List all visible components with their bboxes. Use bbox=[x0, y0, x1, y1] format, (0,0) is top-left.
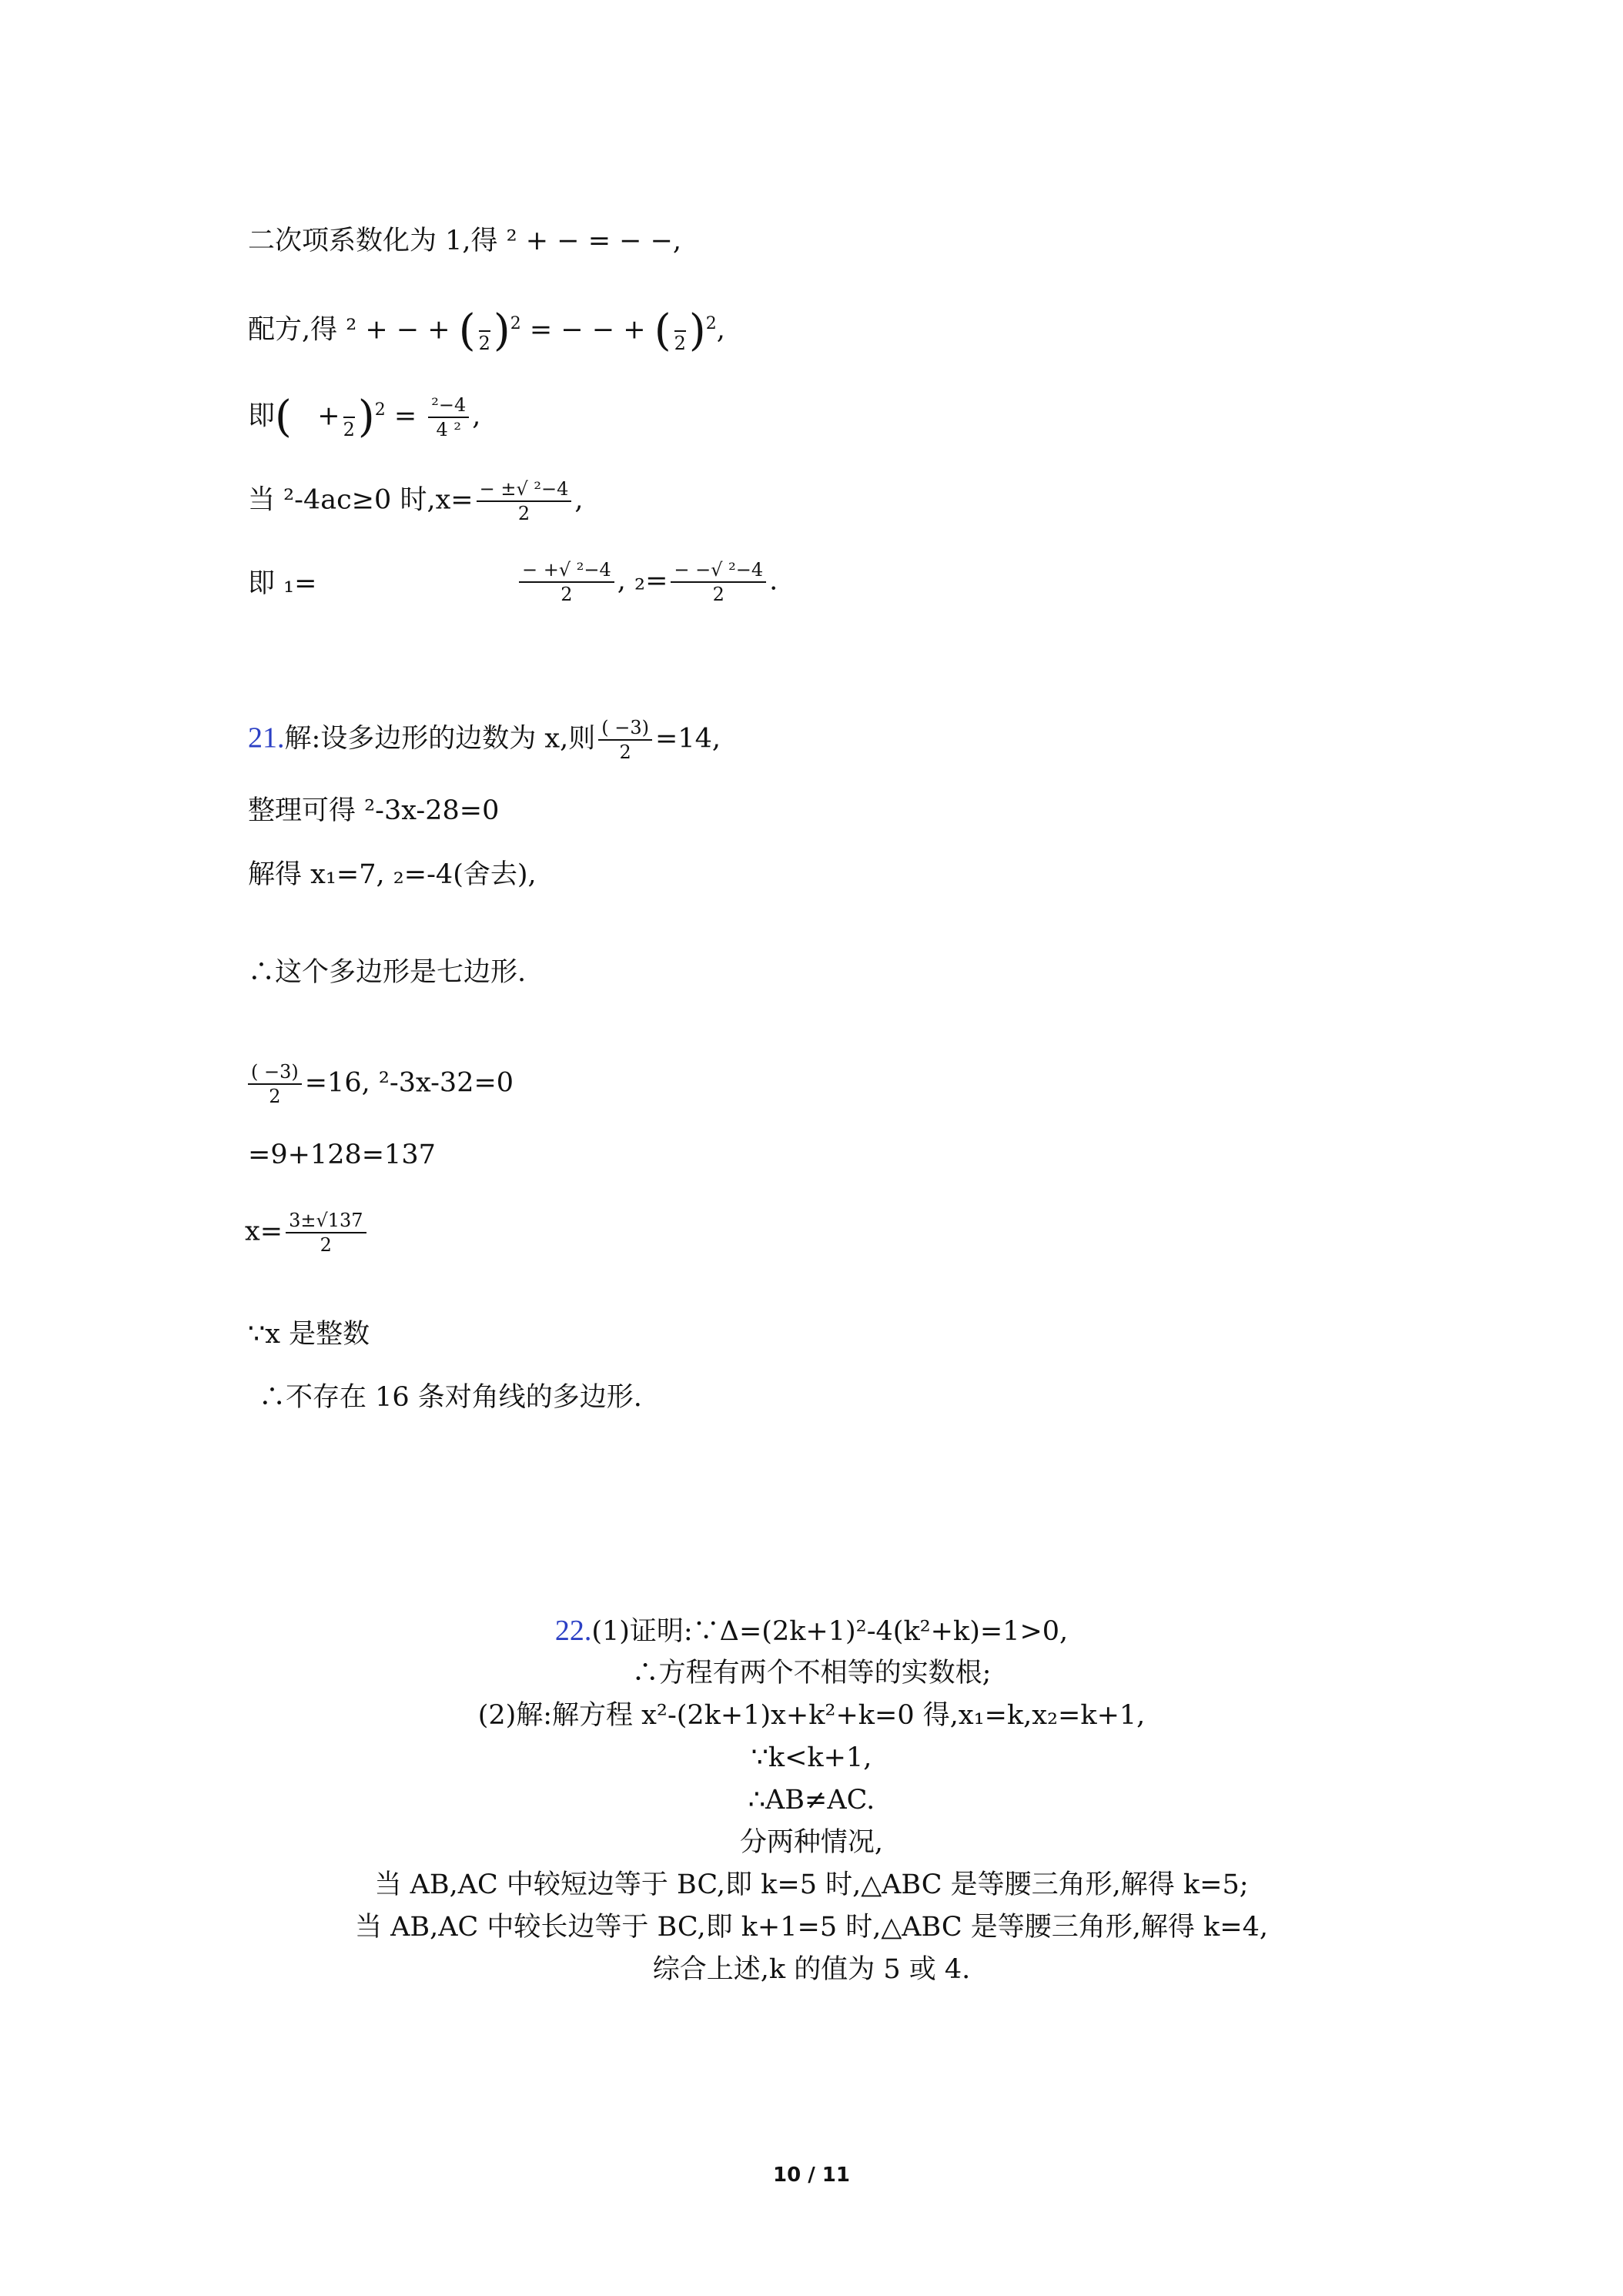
fraction: $\frac{( -3)}{2}$ bbox=[598, 716, 652, 764]
paren-open: ( bbox=[275, 392, 292, 443]
line3-eq: = bbox=[385, 400, 426, 432]
q21-line5-end: =16, ²-3x-32=0 bbox=[304, 1067, 514, 1099]
question-number: 21. bbox=[248, 721, 285, 755]
fraction: 2 bbox=[343, 393, 355, 441]
paren-close: ) bbox=[688, 306, 706, 356]
q22-line-9: 综合上述,k 的值为 5 或 4. bbox=[652, 1954, 971, 1985]
fraction: $\frac{\text{− ±√ ²−4}}{2}$ bbox=[477, 477, 572, 525]
derivation-line-5 bbox=[516, 558, 778, 606]
q21-line-1 bbox=[248, 716, 721, 764]
q22-line-5: ∴AB≠AC. bbox=[748, 1785, 875, 1816]
q22-line1-text: (1)证明:∵Δ=(2k+1)²-4(k²+k)=1>0, bbox=[591, 1616, 1069, 1647]
q22-line-8: 当 AB,AC 中较长边等于 BC,即 k+1=5 时,△ABC 是等腰三角形,解得 k=4, bbox=[354, 1912, 1268, 1943]
q22-line-4: ∵k<k+1, bbox=[751, 1742, 872, 1773]
derivation-line-3: 即( + 2 )$^2$ = $\frac{\text{²−4}}{\text{4 ²}}$ , bbox=[248, 392, 481, 443]
question-number: 22. bbox=[554, 1615, 592, 1647]
q21-line-2: 整理可得 ²-3x-28=0 bbox=[248, 795, 500, 826]
fraction: 2 bbox=[674, 307, 686, 355]
derivation-line-4 bbox=[248, 477, 584, 525]
line3-prefix: 即 bbox=[248, 400, 276, 432]
paren-close: ) bbox=[493, 306, 510, 356]
fraction: $\frac{( -3)}{2}$ bbox=[248, 1060, 302, 1108]
q22-line-1 bbox=[0, 1613, 1623, 1649]
line2-end: , bbox=[716, 314, 725, 346]
line4-end: , bbox=[574, 484, 584, 516]
q21-line-9: ∴不存在 16 条对角线的多边形. bbox=[259, 1382, 642, 1413]
derivation-line-5-prefix: 即 ₁= bbox=[248, 568, 317, 599]
fraction: 2 bbox=[479, 307, 490, 355]
q21-line7-prefix: x= bbox=[245, 1216, 283, 1247]
paren-close: ) bbox=[357, 392, 375, 443]
derivation-line-2: 配方,得 ² + − + ( 2 )$^2$ = − − + ( 2 )$^2$, bbox=[248, 306, 725, 356]
line5-end: . bbox=[769, 565, 778, 597]
paren-open: ( bbox=[458, 306, 476, 356]
q22-line-3: (2)解:解方程 x²-(2k+1)x+k²+k=0 得,x₁=k,x₂=k+1, bbox=[477, 1700, 1146, 1731]
fraction: $\frac{\text{− +√ ²−4}}{2}$ bbox=[519, 558, 614, 606]
paren-open: ( bbox=[654, 306, 671, 356]
q22-line-6: 分两种情况, bbox=[739, 1827, 884, 1858]
line4-prefix: 当 ²-4ac≥0 时,x= bbox=[248, 484, 474, 516]
q21-line-8: ∵x 是整数 bbox=[248, 1319, 370, 1350]
fraction: $\frac{\text{²−4}}{\text{4 ²}}$ bbox=[428, 393, 469, 441]
q22-line-2: ∴方程有两个不相等的实数根; bbox=[631, 1658, 992, 1689]
q21-line-4: ∴这个多边形是七边形. bbox=[248, 957, 527, 988]
line3-end: , bbox=[472, 400, 481, 432]
fraction: $\frac{\text{− −√ ²−4}}{2}$ bbox=[671, 558, 766, 606]
q21-line1-text: 解:设多边形的边数为 x,则 bbox=[284, 723, 596, 755]
q21-line1-end: =14, bbox=[655, 723, 721, 755]
q22-line-7: 当 AB,AC 中较短边等于 BC,即 k=5 时,△ABC 是等腰三角形,解得 k=5; bbox=[374, 1869, 1249, 1900]
line5-mid: , ₂= bbox=[617, 565, 668, 597]
line2-prefix: 配方,得 ² + − + bbox=[248, 314, 450, 346]
fraction: $\frac{3\pm√137}{2}$ bbox=[286, 1209, 366, 1257]
q21-line-6: =9+128=137 bbox=[248, 1140, 436, 1170]
derivation-line-1: 二次项系数化为 1,得 ² + − = − −, bbox=[248, 226, 682, 256]
q21-line-3: 解得 x₁=7, ₂=-4(舍去), bbox=[248, 859, 537, 890]
q21-line-7 bbox=[245, 1209, 370, 1257]
line2-mid: = − − + bbox=[529, 314, 646, 346]
q21-line-5 bbox=[245, 1060, 514, 1108]
page-number: 10 / 11 bbox=[773, 2164, 850, 2187]
